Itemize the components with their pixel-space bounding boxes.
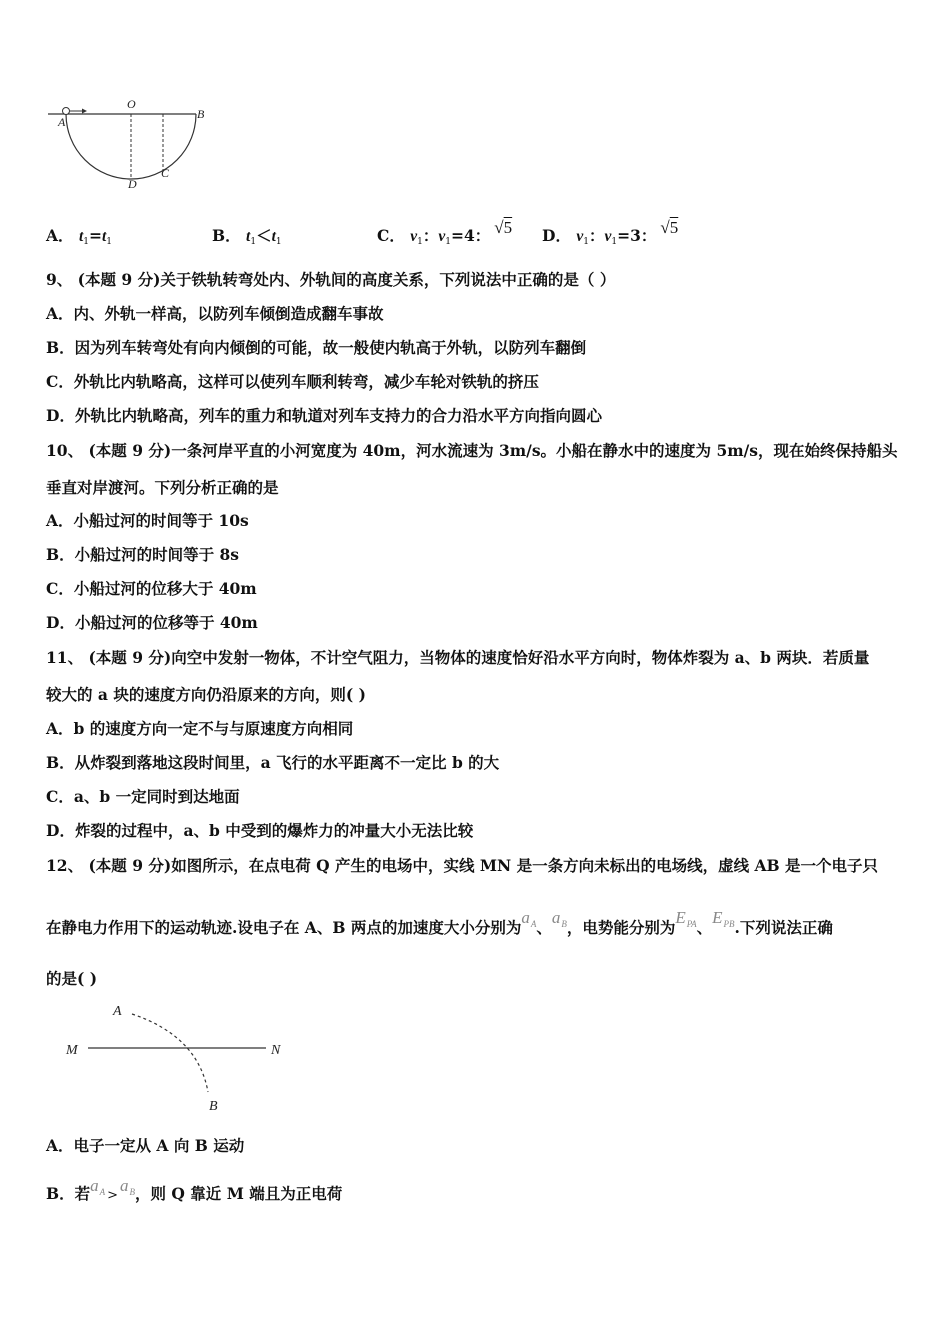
- q8-option-b: [212, 224, 282, 247]
- label-d: D: [128, 177, 137, 191]
- accel-a: [90, 1176, 105, 1195]
- semicircle-track-figure: [44, 96, 214, 196]
- arrow-head-icon: [82, 109, 87, 114]
- q9-stem: 9、 (本题 9 分)关于铁轨转弯处内、外轨间的高度关系，下列说法中正确的是（ ）: [46, 270, 616, 289]
- sub: B: [129, 1187, 136, 1197]
- math-symbol: a: [120, 1176, 129, 1195]
- sub: 1: [250, 237, 257, 247]
- energy-pb: [712, 908, 734, 927]
- q12-option-b: [46, 1176, 343, 1206]
- option-text: ，则 Q 靠近 M 端且为正电荷: [135, 1184, 343, 1203]
- accel-b: [120, 1176, 135, 1195]
- relation: ：: [422, 226, 439, 245]
- q9-option-c: C．外轨比内轨略高，这样可以使列车顺利转弯，减少车轮对铁轨的挤压: [46, 372, 539, 391]
- option-letter: A．: [46, 226, 74, 245]
- q11-option-b: B．从炸裂到落地这段时间里，a 飞行的水平距离不一定比 b 的大: [46, 753, 500, 772]
- sub: PB: [723, 919, 735, 929]
- sub: 1: [445, 237, 452, 247]
- separator: 、: [536, 918, 552, 937]
- sub: B: [561, 919, 567, 929]
- q10-option-c: C．小船过河的位移大于 40m: [46, 579, 257, 598]
- q12-stem-line1: 12、 (本题 9 分)如图所示，在点电荷 Q 产生的电场中，实线 MN 是一条方向未标出的电场线，虚线 AB 是一个电子只: [46, 856, 879, 875]
- q12-stem-line3: 的是( ): [46, 969, 98, 988]
- sub: 1: [275, 237, 282, 247]
- var-t: t: [101, 228, 107, 245]
- var-v: v: [438, 228, 446, 245]
- sub: 1: [417, 237, 423, 247]
- energy-pa: [675, 908, 696, 927]
- label-a: A: [113, 1004, 122, 1019]
- math-symbol: a: [90, 1176, 99, 1195]
- option-text: B．若: [46, 1184, 91, 1203]
- label-c: C: [161, 166, 170, 180]
- option-letter: C．: [377, 226, 405, 245]
- ball-icon: [63, 108, 70, 115]
- label-b: B: [197, 107, 205, 121]
- q10-stem-line2: 垂直对岸渡河。下列分析正确的是: [46, 478, 279, 497]
- sub: 1: [106, 237, 113, 247]
- label-a: A: [58, 115, 66, 129]
- accel-a: [521, 908, 536, 927]
- math-symbol: a: [521, 908, 530, 927]
- q11-option-a: A．b 的速度方向一定不与与原速度方向相同: [46, 719, 354, 738]
- ratio: =3：: [617, 226, 657, 245]
- stem-text: ，电势能分别为: [566, 918, 676, 937]
- stem-text: .下列说法正确: [734, 918, 833, 937]
- option-letter: D．: [542, 226, 571, 245]
- root-value: 5: [669, 218, 679, 237]
- q8-option-a: [46, 224, 112, 247]
- var-t: t: [78, 228, 84, 245]
- sub: PA: [686, 919, 697, 929]
- sub: A: [99, 1187, 106, 1197]
- label-n: N: [271, 1043, 281, 1058]
- q8-option-c: [377, 218, 513, 247]
- sub: 1: [611, 237, 618, 247]
- relation: ：: [588, 226, 605, 245]
- relation: ＜: [256, 226, 272, 245]
- q11-option-c: C．a、b 一定同时到达地面: [46, 787, 240, 806]
- math-symbol: E: [712, 908, 723, 927]
- q8-option-d: [542, 218, 679, 247]
- q12-stem-line2: [46, 908, 833, 940]
- sub: A: [530, 919, 537, 929]
- q11-option-d: D．炸裂的过程中，a、b 中受到的爆炸力的冲量大小无法比较: [46, 821, 474, 840]
- ratio: =4：: [451, 226, 491, 245]
- sub: 1: [583, 237, 589, 247]
- q9-option-b: B．因为列车转弯处有向内倾倒的可能，故一般使内轨高于外轨，以防列车翻倒: [46, 338, 587, 357]
- q11-stem-line2: 较大的 a 块的速度方向仍沿原来的方向，则( ): [46, 685, 366, 704]
- q10-option-d: D．小船过河的位移等于 40m: [46, 613, 258, 632]
- stem-text: 在静电力作用下的运动轨迹.设电子在 A、B 两点的加速度大小分别为: [46, 918, 522, 937]
- gt-symbol: >: [107, 1188, 119, 1203]
- sqrt-symbol: √5: [660, 218, 679, 237]
- q12-option-a: A．电子一定从 A 向 B 运动: [46, 1136, 245, 1155]
- q10-stem-line1: 10、 (本题 9 分)一条河岸平直的小河宽度为 40m，河水流速为 3m/s。小船在静水中的速度为 5m/s，现在始终保持船头: [46, 441, 898, 460]
- trajectory-ab: [132, 1014, 208, 1092]
- q10-option-a: A．小船过河的时间等于 10s: [46, 511, 249, 530]
- root-value: 5: [503, 218, 513, 237]
- field-line-figure: [60, 998, 300, 1116]
- accel-b: [552, 908, 567, 927]
- var-v: v: [410, 228, 418, 245]
- label-m: M: [66, 1043, 78, 1058]
- q9-option-d: D．外轨比内轨略高，列车的重力和轨道对列车支持力的合力沿水平方向指向圆心: [46, 406, 602, 425]
- sub: 1: [83, 237, 89, 247]
- separator: 、: [696, 918, 713, 937]
- option-letter: B．: [212, 226, 241, 245]
- var-t: t: [246, 228, 251, 245]
- label-o: O: [127, 97, 136, 111]
- label-b: B: [209, 1099, 218, 1114]
- q9-option-a: A．内、外轨一样高，以防列车倾倒造成翻车事故: [46, 304, 384, 323]
- q10-option-b: B．小船过河的时间等于 8s: [46, 545, 240, 564]
- var-v: v: [604, 228, 612, 245]
- var-t: t: [271, 228, 276, 245]
- q11-stem-line1: 11、 (本题 9 分)向空中发射一物体，不计空气阻力，当物体的速度恰好沿水平方向时，物体炸裂为 a、b 两块．若质量: [46, 648, 870, 667]
- math-symbol: E: [675, 908, 686, 927]
- var-v: v: [576, 228, 584, 245]
- math-symbol: a: [551, 908, 561, 927]
- relation: =: [88, 226, 102, 245]
- sqrt-symbol: √5: [494, 218, 513, 237]
